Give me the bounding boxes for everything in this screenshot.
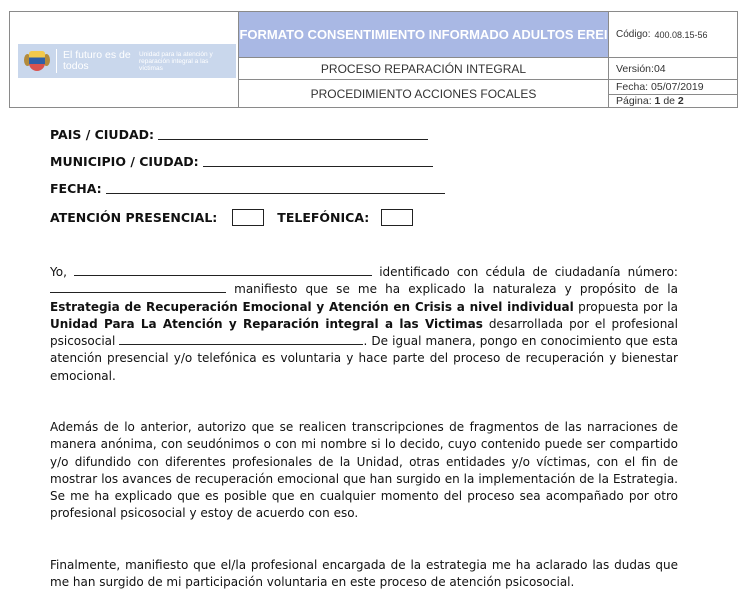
logo-sub-text: Unidad para la atención y reparación integral a las víctimas: [139, 50, 213, 72]
strategy-name: Estrategia de Recuperación Emocional y Atención en Crisis a nivel individual: [50, 299, 574, 314]
inperson-checkbox[interactable]: [232, 209, 264, 226]
logo-divider: [56, 49, 57, 73]
para1-text-5: desarrollada por el profesional psicosocial: [50, 316, 678, 349]
professional-blank[interactable]: [119, 334, 363, 345]
attention-type-field: [50, 209, 426, 226]
para1-text-2: identificado con cédula de ciudadanía número:: [379, 265, 678, 279]
page-of: de: [663, 95, 675, 107]
consent-paragraph-1: [50, 264, 678, 385]
consent-paragraph-3: Finalmente, manifiesto que el/la profesional encargada de la estrategia me ha aclarado las dudas que me han surgido de mi participación voluntaria en este proceso de atención psicosocial.: [50, 558, 678, 590]
document-code: [609, 12, 737, 58]
para1-text-1: Yo,: [50, 265, 67, 279]
document-header: [9, 11, 738, 108]
page-label: Página:: [616, 95, 652, 107]
page-number: [616, 95, 737, 108]
logo-cell: [10, 12, 239, 107]
municipality-blank[interactable]: [203, 165, 433, 167]
municipality-label: MUNICIPIO / CIUDAD:: [50, 154, 199, 169]
logo-main-text: El futuro es de todos: [63, 49, 131, 72]
para1-text-3: manifiesto que se me ha explicado la naturaleza y propósito de la: [234, 282, 678, 297]
code-label: Código:: [616, 29, 651, 40]
page-total: 2: [677, 95, 684, 107]
coat-of-arms-icon: [24, 48, 50, 74]
id-number-blank[interactable]: [50, 282, 226, 293]
municipality-field[interactable]: [50, 154, 433, 169]
country-label: PAIS / CIUDAD:: [50, 127, 155, 142]
consent-paragraph-2: Además de lo anterior, autorizo que se realicen transcripciones de fragmentos de las narraciones de manera anónima, con seudónimos o con mi nombre si lo decido, cuyo contenido puede ser compartido y/o difundido con diferentes profesionales de la Unidad, otras entidades y/o víctimas, con el fin de mostrar los avances de recuperación emocional que han surgido en la implementación de la Estrategia. Se me ha explicado que es posible que en cualquier momento del proceso sea acompañado por otro profesional psicosocial y estoy de acuerdo con eso.: [50, 420, 678, 521]
date-blank[interactable]: [106, 192, 445, 194]
phone-checkbox[interactable]: [381, 209, 413, 226]
country-field[interactable]: [50, 127, 428, 142]
process-name: PROCESO REPARACIÓN INTEGRAL: [239, 58, 609, 80]
date-page-cell: [609, 80, 737, 107]
institution-logo: [18, 44, 236, 78]
para1-text-6: . De igual manera, pongo en conocimiento que esta atención presencial y/o telefónica es voluntaria y hace parte del proceso de recuperación y bienestar emocional.: [50, 334, 678, 383]
page-current: 1: [654, 95, 661, 107]
inperson-label: ATENCIÓN PRESENCIAL:: [50, 210, 218, 225]
para1-text-4: propuesta por la: [578, 299, 678, 314]
procedure-name: PROCEDIMIENTO ACCIONES FOCALES: [239, 80, 609, 107]
code-value: 400.08.15-56: [654, 29, 708, 40]
document-title: FORMATO CONSENTIMIENTO INFORMADO ADULTOS EREI: [239, 27, 608, 42]
phone-label: TELEFÓNICA:: [277, 210, 370, 225]
document-date: Fecha: 05/07/2019: [609, 81, 737, 95]
country-blank[interactable]: [158, 138, 428, 140]
name-blank[interactable]: [74, 265, 372, 276]
document-title-cell: [239, 12, 609, 58]
date-label: FECHA:: [50, 181, 102, 196]
document-version: Versión:04: [609, 58, 737, 80]
unit-name: Unidad Para La Atención y Reparación integral a las Victimas: [50, 316, 483, 331]
date-field[interactable]: [50, 181, 445, 196]
